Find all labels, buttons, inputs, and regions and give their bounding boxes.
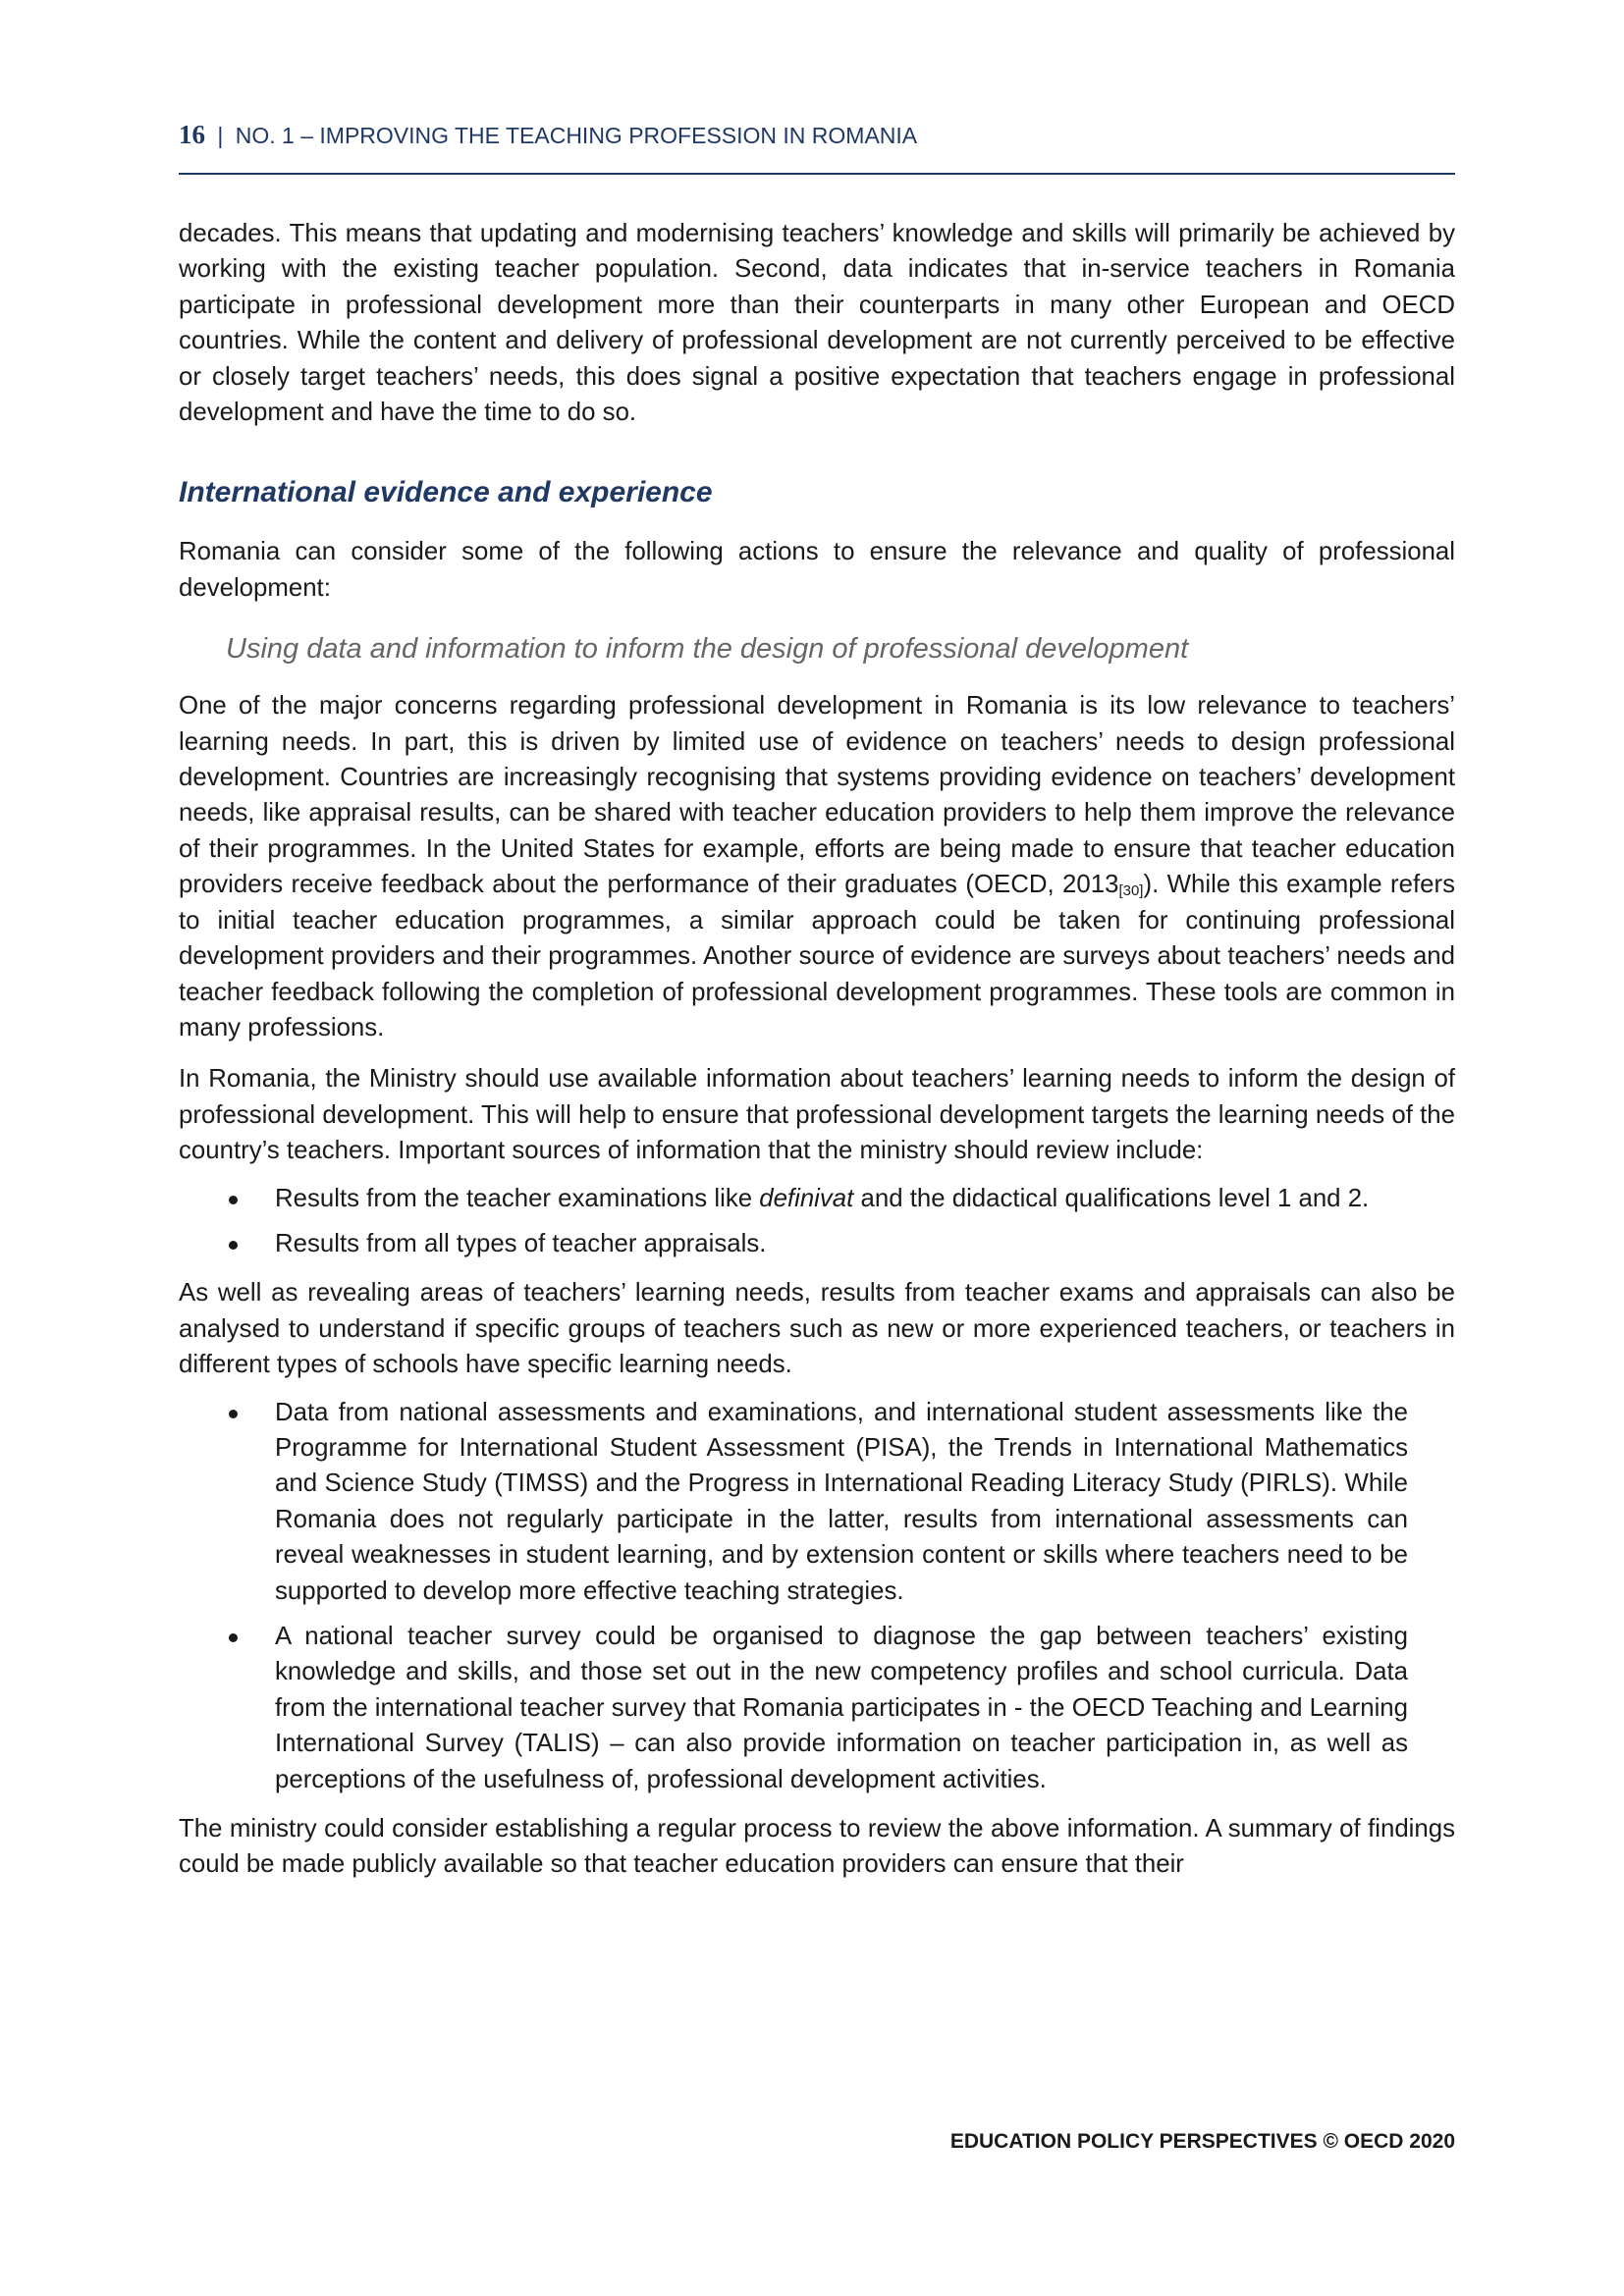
paragraph: Romania can consider some of the following actions to ensure the relevance and quality of professional development:: [179, 538, 1455, 602]
header-rule: [179, 173, 1455, 175]
citation-reference: [30]: [1118, 882, 1144, 900]
running-header: [179, 120, 1455, 150]
list-item: [179, 1181, 1455, 1216]
list-item: [179, 1619, 1455, 1797]
bullet-list: [179, 1395, 1455, 1797]
page-number: 16: [179, 120, 205, 149]
header-separator: |: [217, 123, 224, 148]
paragraph-text: One of the major concerns regarding professional development in Romania is its low relevance to teachers’ learning needs. In part, this is driven by limited use of evidence on teachers’ needs to design professional development. Countries are increasingly recognising that systems providing evidence on teachers’ development needs, like appraisal results, can be shared with teacher education providers to help them improve the relevance of their programmes. In the United States for example, efforts are being made to ensure that teacher education providers receive feedback about the performance of their graduates (OECD, 2013: [179, 692, 1455, 899]
page-footer: EDUCATION POLICY PERSPECTIVES © OECD 2020: [949, 2130, 1455, 2153]
paragraph: decades. This means that updating and modernising teachers’ knowledge and skills will primarily be achieved by working with the existing teacher population. Second, data indicates that in-service teachers in Romania participate in professional development more than their counterparts in many other European and OECD countries. While the content and delivery of professional development are not currently perceived to be effective or closely target teachers’ needs, this does signal a positive expectation that teachers engage in professional development and have the time to do so.: [179, 220, 1455, 427]
list-item-text: A national teacher survey could be organised to diagnose the gap between teachers’ existing knowledge and skills, and those set out in the new competency profiles and school curricula. Data from the international teacher survey that Romania participates in - the OECD Teaching and Learning International Survey (TALIS) – can also provide information on teacher participation in, as well as perceptions of the usefulness of, professional development activities.: [275, 1623, 1408, 1793]
list-item-text-part: and the didactical qualifications level 1 and 2.: [853, 1184, 1370, 1212]
list-item-text: [275, 1181, 1408, 1216]
emphasis-term: definivat: [759, 1184, 854, 1212]
list-item-text: Results from all types of teacher appraisals.: [275, 1229, 767, 1257]
bullet-list: [179, 1181, 1455, 1262]
list-item: [179, 1395, 1455, 1609]
paragraph-text: ). While this example refers to initial teacher education programmes, a similar approach could be taken for continuing professional development providers and their programmes. Another source of evidence are surveys about teachers’ needs and teacher feedback following the completion of professional development programmes. These tools are common in many professions.: [179, 871, 1455, 1041]
list-item-text: Data from national assessments and examinations, and international student assessments like the Programme for International Student Assessment (PISA), the Trends in International Mathematics and Science Study (TIMSS) and the Progress in International Reading Literacy Study (PIRLS). While Romania does not regularly participate in the latter, results from international assessments can reveal weaknesses in student learning, and by extension content or skills where teachers need to be supported to develop more effective teaching strategies.: [275, 1398, 1408, 1605]
paragraph: The ministry could consider establishing a regular process to review the above information. A summary of findings could be made publicly available so that teacher education providers can ensure that their: [179, 1815, 1455, 1879]
header-title: NO. 1 – IMPROVING THE TEACHING PROFESSION IN ROMANIA: [235, 123, 918, 148]
paragraph: In Romania, the Ministry should use available information about teachers’ learning needs to inform the design of professional development. This will help to ensure that professional development targets the learning needs of the country’s teachers. Important sources of information that the ministry should review include:: [179, 1065, 1455, 1165]
paragraph: [179, 688, 1455, 1045]
body-text: [179, 216, 1455, 1883]
bullet-icon: [229, 1633, 238, 1642]
section-heading: International evidence and experience: [179, 476, 713, 509]
list-item-text-part: Results from the teacher examinations like: [275, 1184, 760, 1212]
list-item: [179, 1226, 1455, 1261]
bullet-icon: [229, 1241, 238, 1250]
subsection-heading: Using data and information to inform the design of professional development: [226, 633, 1189, 666]
paragraph: As well as revealing areas of teachers’ learning needs, results from teacher exams and appraisals can also be analysed to understand if specific groups of teachers such as new or more experienced teachers, or teachers in different types of schools have specific learning needs.: [179, 1279, 1455, 1379]
bullet-icon: [229, 1196, 238, 1204]
bullet-icon: [229, 1410, 238, 1418]
